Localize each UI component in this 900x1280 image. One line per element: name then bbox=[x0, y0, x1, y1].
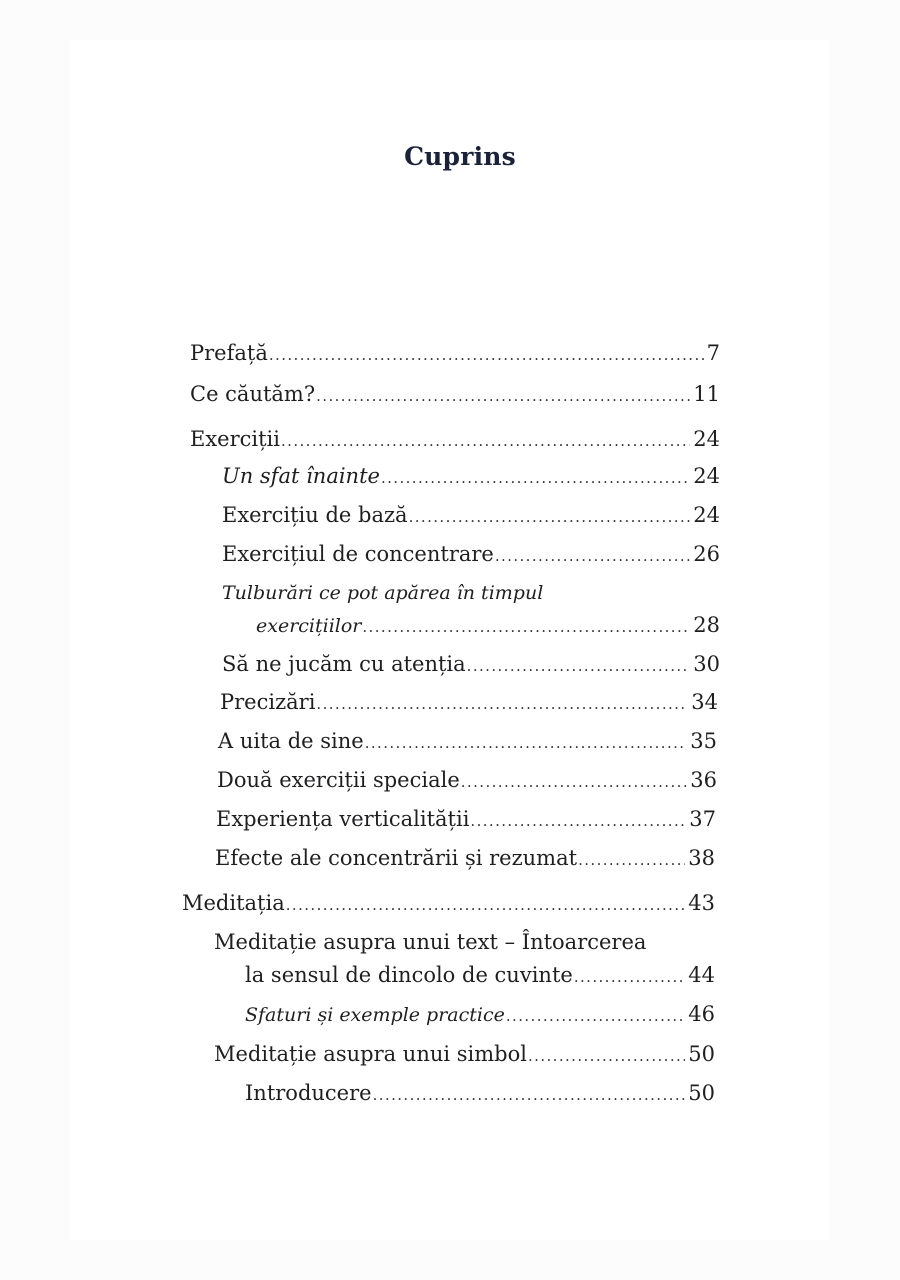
toc-entry bbox=[216, 806, 716, 834]
toc-entry-label: A uita de sine bbox=[218, 729, 364, 753]
toc-entry-label: Efecte ale concentrării și rezumat bbox=[215, 846, 578, 870]
toc-entry-label: Exercițiul de concentrare bbox=[222, 542, 494, 566]
page-title: Cuprins bbox=[404, 142, 516, 171]
toc-leader-dots bbox=[286, 892, 686, 918]
toc-page-number: 43 bbox=[688, 891, 715, 915]
toc-leader-dots bbox=[381, 465, 690, 491]
toc-entry bbox=[256, 612, 720, 640]
toc-leader-dots bbox=[362, 614, 690, 640]
toc-page-number: 34 bbox=[691, 690, 718, 714]
toc-page-number: 11 bbox=[693, 382, 720, 406]
toc-entry bbox=[222, 651, 720, 679]
toc-leader-dots bbox=[578, 847, 685, 873]
toc-entry-label: Două exerciții speciale bbox=[217, 768, 460, 792]
toc-entry bbox=[222, 541, 720, 569]
toc-entry bbox=[217, 767, 717, 795]
toc-entry bbox=[245, 1001, 715, 1029]
toc-page-number: 24 bbox=[693, 427, 720, 451]
toc-page-number: 36 bbox=[690, 768, 717, 792]
toc-page-number: 44 bbox=[688, 963, 715, 987]
toc-entry-label: Exerciții bbox=[190, 427, 280, 451]
toc-entry-label: Meditație asupra unui simbol bbox=[214, 1042, 527, 1066]
toc-entry-label: Prefață bbox=[190, 341, 268, 365]
toc-leader-dots bbox=[269, 342, 704, 368]
toc-entry bbox=[190, 340, 720, 368]
toc-leader-dots bbox=[316, 691, 688, 717]
toc-page-number: 24 bbox=[693, 503, 720, 527]
toc-page-number: 50 bbox=[688, 1081, 715, 1105]
toc-entry-label: Să ne jucăm cu atenția bbox=[222, 652, 466, 676]
toc-leader-dots bbox=[373, 1082, 686, 1108]
toc-leader-dots bbox=[365, 730, 688, 756]
toc-page-number: 26 bbox=[693, 542, 720, 566]
toc-entry bbox=[190, 426, 720, 454]
toc-leader-dots bbox=[528, 1043, 685, 1069]
toc-entry-label: Exercițiu de bază bbox=[222, 503, 408, 527]
toc-leader-dots bbox=[470, 808, 686, 834]
toc-entry-label: Sfaturi și exemple practice bbox=[245, 1004, 505, 1026]
toc-entry bbox=[220, 689, 718, 717]
toc-page-number: 28 bbox=[693, 613, 720, 637]
toc-entry bbox=[245, 1080, 715, 1108]
toc-leader-dots bbox=[409, 504, 691, 530]
toc-entry-label: Introducere bbox=[245, 1081, 372, 1105]
toc-leader-dots bbox=[495, 543, 690, 569]
toc-entry-label-line1: Tulburări ce pot apărea în timpul bbox=[222, 582, 544, 604]
toc-entry-label-line1: Meditație asupra unui text – Întoarcerea bbox=[214, 930, 647, 954]
toc-leader-dots bbox=[574, 964, 685, 990]
toc-leader-dots bbox=[461, 769, 688, 795]
toc-leader-dots bbox=[467, 653, 691, 679]
toc-entry bbox=[222, 463, 720, 491]
toc-entry bbox=[190, 381, 720, 409]
toc-entry bbox=[245, 962, 715, 990]
toc-page-number: 24 bbox=[693, 464, 720, 488]
toc-page-number: 7 bbox=[706, 341, 720, 365]
toc-entry-label: exercițiilor bbox=[256, 615, 362, 637]
toc-page-number: 50 bbox=[688, 1042, 715, 1066]
toc-entry-label: Experiența verticalității bbox=[216, 807, 470, 831]
toc-page-number: 30 bbox=[693, 652, 720, 676]
toc-leader-dots bbox=[316, 383, 690, 409]
toc-entry-label: Meditația bbox=[182, 891, 285, 915]
toc-page-number: 35 bbox=[690, 729, 717, 753]
toc-page-number: 37 bbox=[689, 807, 716, 831]
toc-page-number: 38 bbox=[688, 846, 715, 870]
toc-entry bbox=[222, 502, 720, 530]
toc-entry-label: Precizări bbox=[220, 690, 316, 714]
toc-page-number: 46 bbox=[688, 1002, 715, 1026]
toc-entry bbox=[215, 845, 715, 873]
toc-entry bbox=[218, 728, 717, 756]
toc-leader-dots bbox=[281, 428, 690, 454]
toc-entry-label: Un sfat înainte bbox=[222, 464, 380, 488]
toc-entry bbox=[182, 890, 715, 918]
toc-entry-label: la sensul de dincolo de cuvinte bbox=[245, 963, 573, 987]
toc-entry-label: Ce căutăm? bbox=[190, 382, 316, 406]
toc-leader-dots bbox=[506, 1003, 685, 1029]
toc-entry bbox=[214, 1041, 715, 1069]
